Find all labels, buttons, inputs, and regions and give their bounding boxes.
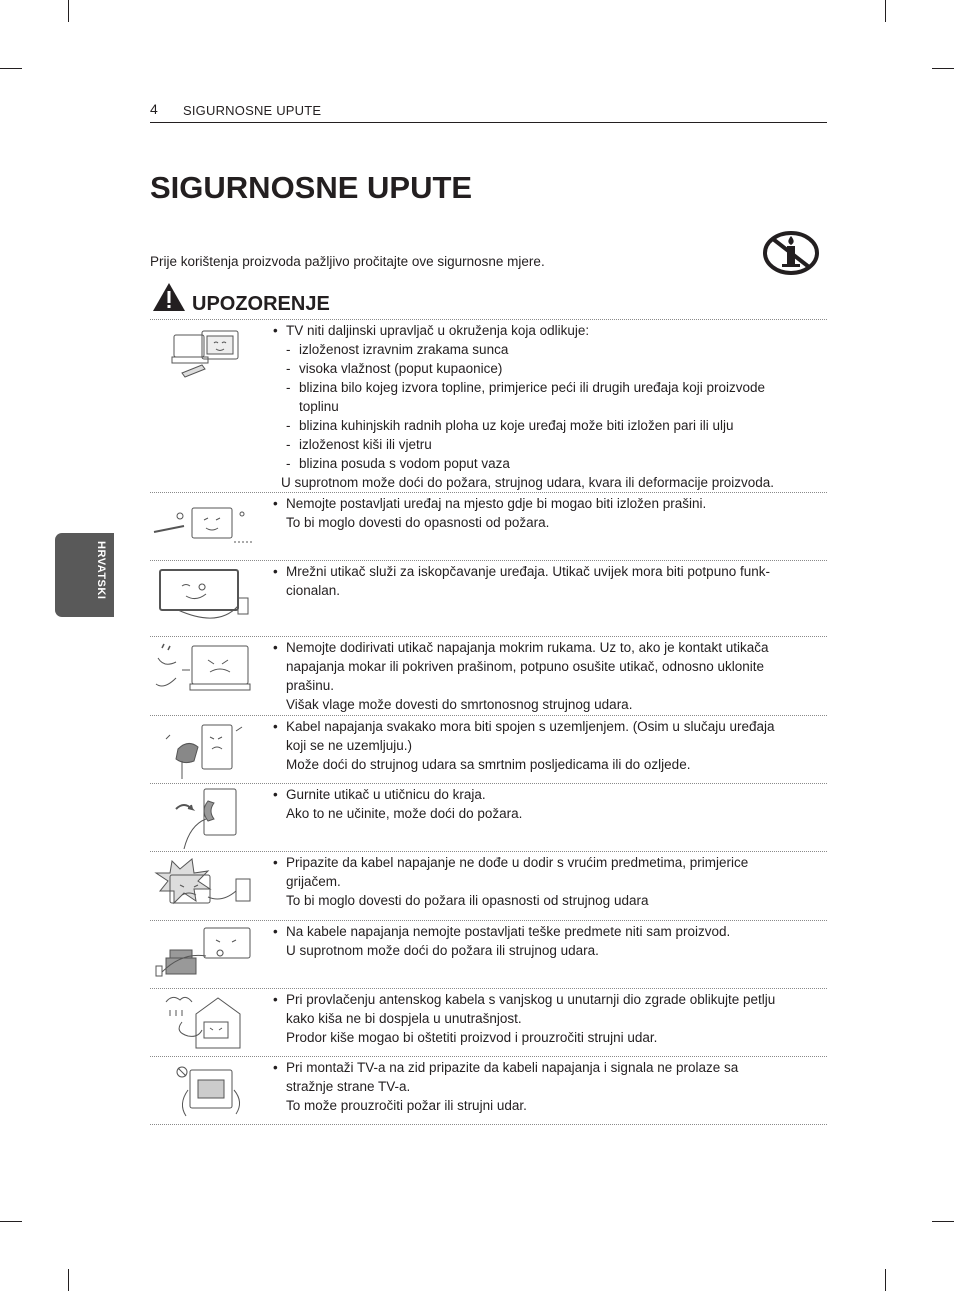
warning-line: napajanja mokar ili pokriven prašinom, potpuno osušite utikač, odnosno uklonite (286, 659, 765, 674)
warning-row (150, 989, 827, 1057)
condition-item: - blizina kuhinjskih radnih ploha uz koje uređaj može biti izložen pari ili ulju (273, 416, 827, 435)
antenna-loop-illustration (152, 992, 257, 1054)
warning-row (150, 784, 827, 852)
warnings-list (150, 319, 827, 1125)
grounding-plug-illustration (152, 719, 257, 781)
warning-line: Može doći do strujnog udara sa smrtnim posljedicama ili do ozljede. (286, 757, 691, 772)
warning-consequence: U suprotnom može doći do požara, strujnog udara, kvara ili deformacije proizvoda. (281, 475, 774, 490)
no-open-flame-icon (762, 230, 820, 276)
warning-text (273, 320, 827, 492)
warning-bullet: • Nemojte postavljati uređaj na mjesto gdje bi mogao biti izložen prašini. (273, 494, 827, 513)
warning-line: grijačem. (286, 874, 341, 889)
wall-mount-illustration (152, 1060, 257, 1122)
crop-mark (932, 1221, 954, 1222)
warning-row (150, 637, 827, 716)
condition-item: - izloženost kiši ili vjetru (273, 435, 827, 454)
running-title: SIGURNOSNE UPUTE (183, 103, 322, 118)
warning-text (273, 637, 827, 714)
condition-item-continuation: toplinu (299, 399, 339, 414)
warning-text (273, 1057, 827, 1115)
warning-bullet: • Nemojte dodirivati utikač napajanja mokrim rukama. Uz to, ako je kontakt utikača (273, 638, 827, 657)
warning-bullet: • Mrežni utikač služi za iskopčavanje uređaja. Utikač uvijek mora biti potpuno funk- (273, 562, 827, 581)
warning-bullet: • TV niti daljinski upravljač u okruženja koja odlikuje: (273, 321, 827, 340)
page-number: 4 (150, 101, 158, 117)
warning-text (273, 784, 827, 823)
warning-text (273, 561, 827, 600)
crop-mark (932, 68, 954, 69)
warning-triangle-icon (152, 282, 186, 312)
insert-plug-illustration (152, 787, 257, 849)
hot-object-illustration (152, 855, 257, 917)
heavy-object-illustration (152, 924, 257, 986)
warning-text (273, 989, 827, 1047)
warning-line: Višak vlage može dovesti do smrtonosnog strujnog udara. (286, 697, 633, 712)
warning-bullet: • Pri provlačenju antenskog kabela s vanjskog u unutarnji dio zgrade oblikujte petlju (273, 990, 827, 1009)
condition-item: - blizina posuda s vodom poput vaza (273, 454, 827, 473)
warning-line: prašinu. (286, 678, 335, 693)
warning-text (273, 716, 827, 774)
tv-heat-illustration (152, 323, 257, 385)
warning-row (150, 493, 827, 561)
dust-tv-illustration (152, 496, 257, 558)
warning-line: Ako to ne učinite, može doći do požara. (286, 806, 523, 821)
crop-mark (0, 68, 22, 69)
warning-bullet: • Pri montaži TV-a na zid pripazite da kabeli napajanja i signala ne prolaze sa (273, 1058, 827, 1077)
warning-bullet: • Gurnite utikač u utičnicu do kraja. (273, 785, 827, 804)
warning-line: kako kiša ne bi dospjela u unutrašnjost. (286, 1011, 522, 1026)
warning-row (150, 852, 827, 921)
crop-mark (885, 1269, 886, 1291)
condition-item: - blizina bilo kojeg izvora topline, primjerice peći ili drugih uređaja koji proizvode (273, 378, 827, 397)
crop-mark (68, 1269, 69, 1291)
warning-header (150, 282, 827, 319)
warning-line: To bi moglo dovesti do opasnosti od požara. (286, 515, 550, 530)
warning-line: Prodor kiše mogao bi oštetiti proizvod i prouzročiti strujni udar. (286, 1030, 658, 1045)
warning-row (150, 561, 827, 637)
warning-line: koji se ne uzemljuju.) (286, 738, 413, 753)
condition-item: - izloženost izravnim zrakama sunca (273, 340, 827, 359)
page-title: SIGURNOSNE UPUTE (150, 170, 473, 205)
warning-heading: UPOZORENJE (192, 293, 330, 315)
warning-row (150, 1057, 827, 1125)
tv-plug-illustration (152, 564, 257, 626)
condition-item: - visoka vlažnost (poput kupaonice) (273, 359, 827, 378)
warning-text (273, 921, 827, 960)
warning-text (273, 493, 827, 532)
warning-bullet: • Kabel napajanja svakako mora biti spojen s uzemljenjem. (Osim u slučaju uređaja (273, 717, 827, 736)
warning-bullet: • Na kabele napajanja nemojte postavljati teške predmete niti sam proizvod. (273, 922, 827, 941)
warning-row (150, 921, 827, 989)
language-tab-label: HRVATSKI (95, 541, 107, 600)
warning-row (150, 320, 827, 493)
wet-hands-illustration (152, 640, 257, 702)
intro-text: Prije korištenja proizvoda pažljivo pročitajte ove sigurnosne mjere. (150, 254, 545, 269)
page-header (150, 101, 827, 123)
warning-line: cionalan. (286, 583, 341, 598)
warning-line: U suprotnom može doći do požara ili strujnog udara. (286, 943, 599, 958)
warning-line: stražnje strane TV-a. (286, 1079, 411, 1094)
warning-row (150, 716, 827, 784)
crop-mark (0, 1221, 22, 1222)
language-tab (55, 533, 114, 617)
warning-line: To bi moglo dovesti do požara ili opasnosti od strujnog udara (286, 893, 649, 908)
warning-text (273, 852, 827, 910)
warning-line: To može prouzročiti požar ili strujni udar. (286, 1098, 527, 1113)
warning-bullet: • Pripazite da kabel napajanje ne dođe u dodir s vrućim predmetima, primjerice (273, 853, 827, 872)
crop-mark (68, 0, 69, 22)
crop-mark (885, 0, 886, 22)
